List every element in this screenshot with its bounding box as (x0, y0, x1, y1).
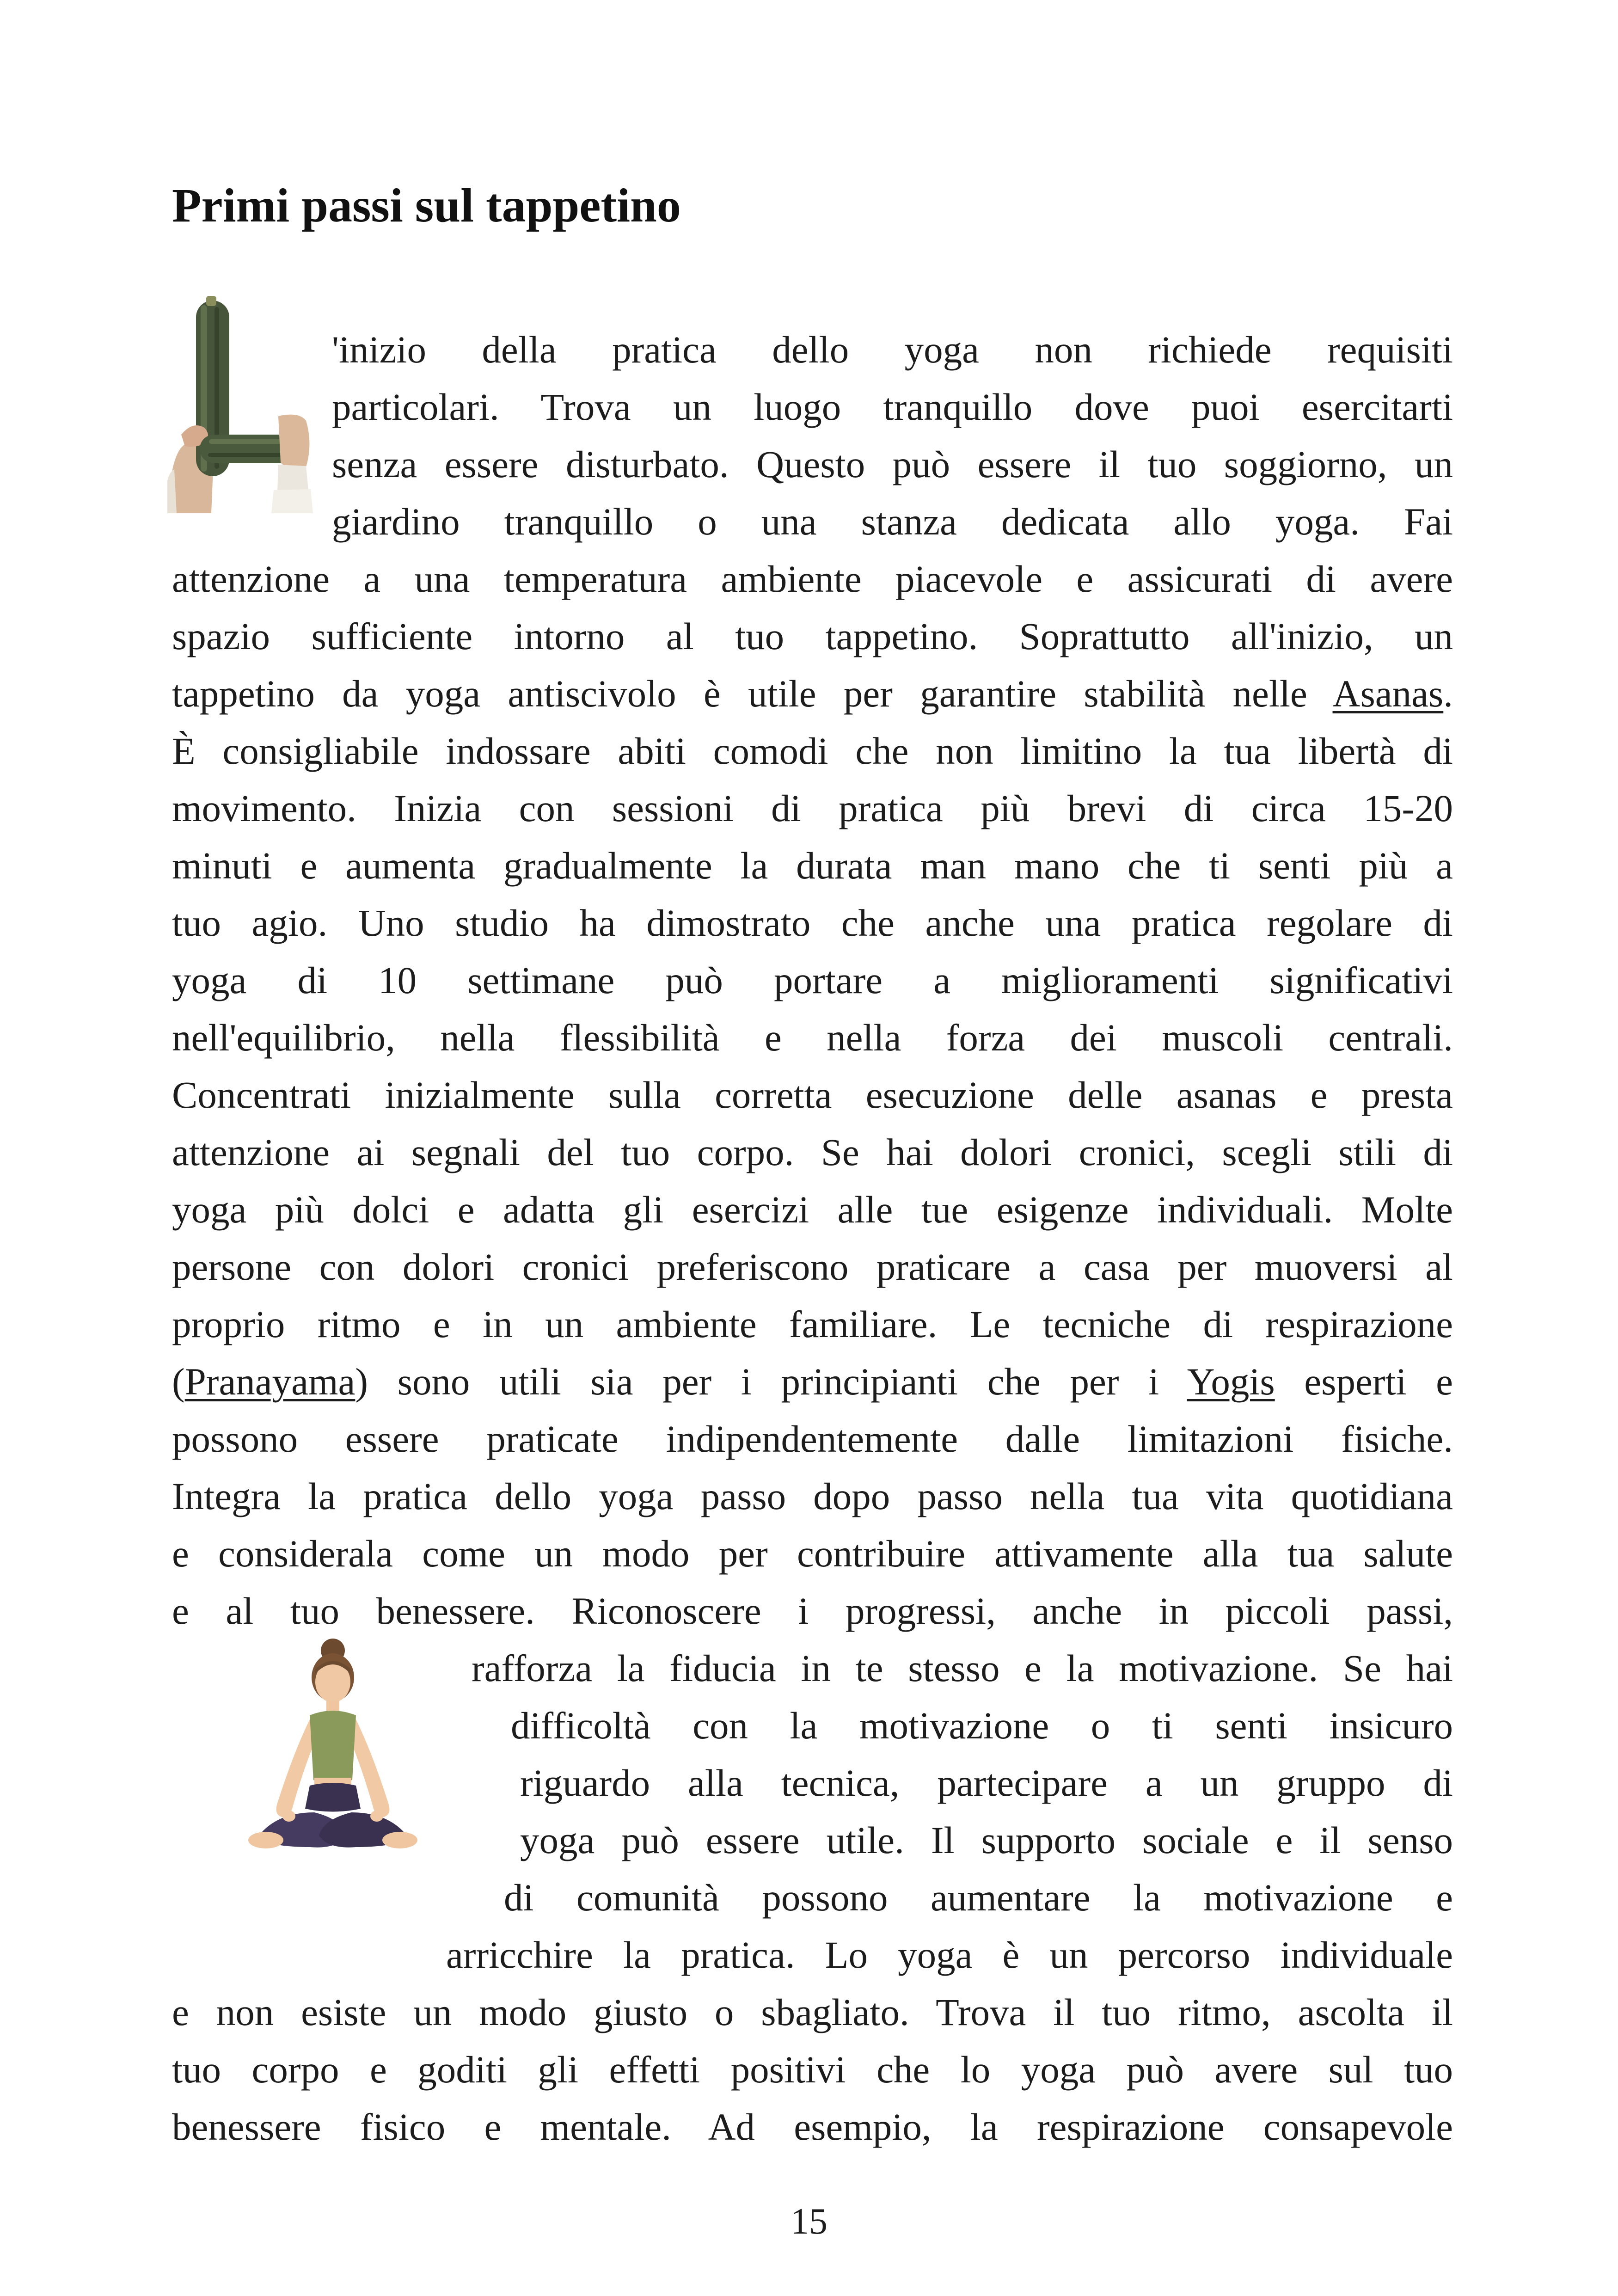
text-line: rafforza la fiducia in te stesso e la motivazione. Se hai (472, 1647, 1453, 1689)
text-line: giardino tranquillo o una stanza dedicata allo yoga. Fai (332, 500, 1453, 543)
text-line: tuo corpo e goditi gli effetti positivi che lo yoga può avere sul tuo (172, 2048, 1453, 2091)
glossary-term-link[interactable]: Asanas (1332, 672, 1444, 715)
text-line: benessere fisico e mentale. Ad esempio, la respirazione consapevole (172, 2106, 1453, 2148)
text-line: Integra la pratica dello yoga passo dopo passo nella tua vita quotidiana (172, 1475, 1453, 1517)
text-line: proprio ritmo e in un ambiente familiare. Le tecniche di respirazione (172, 1303, 1453, 1345)
text-line: persone con dolori cronici preferiscono praticare a casa per muoversi al (172, 1246, 1453, 1288)
text-line: attenzione a una temperatura ambiente piacevole e assicurati di avere (172, 558, 1453, 600)
text-line: È consigliabile indossare abiti comodi che non limitino la tua libertà di (172, 730, 1453, 772)
text-line: nell'equilibrio, nella flessibilità e nella forza dei muscoli centrali. (172, 1016, 1453, 1059)
glossary-term-link[interactable]: Yogis (1187, 1360, 1275, 1403)
text-line: e al tuo benessere. Riconoscere i progressi, anche in piccoli passi, (172, 1590, 1453, 1632)
text-line: attenzione ai segnali del tuo corpo. Se hai dolori cronici, scegli stili di (172, 1131, 1453, 1173)
text-line: Concentrati inizialmente sulla corretta esecuzione delle asanas e presta (172, 1074, 1453, 1116)
text-line: arricchire la pratica. Lo yoga è un percorso individuale (446, 1934, 1453, 1976)
text-line: di comunità possono aumentare la motivazione e (504, 1876, 1453, 1919)
glossary-term-link[interactable]: Pranayama (184, 1360, 355, 1403)
text-line: possono essere praticate indipendentemente dalle limitazioni fisiche. (172, 1418, 1453, 1460)
page-number: 15 (791, 2201, 827, 2242)
woman-meditating-lotus-icon (245, 1637, 421, 1868)
text-line: tuo agio. Uno studio ha dimostrato che anche una pratica regolare di (172, 902, 1453, 944)
text-line: spazio sufficiente intorno al tuo tappetino. Soprattutto all'inizio, un (172, 615, 1453, 657)
text-line: senza essere disturbato. Questo può essere il tuo soggiorno, un (332, 443, 1453, 485)
text-line: e non esiste un modo giusto o sbagliato. Trova il tuo ritmo, ascolta il (172, 1991, 1453, 2033)
text-line: particolari. Trova un luogo tranquillo dove puoi esercitarti (332, 386, 1453, 428)
text-line: yoga più dolci e adatta gli esercizi alle tue esigenze individuali. Molte (172, 1188, 1453, 1231)
text-line: tappetino da yoga antiscivolo è utile per garantire stabilità nelle Asanas. (172, 672, 1453, 715)
text-line: e considerala come un modo per contribuire attivamente alla tua salute (172, 1532, 1453, 1575)
text-line: minuti e aumenta gradualmente la durata man mano che ti senti più a (172, 844, 1453, 887)
text-line: yoga di 10 settimane può portare a miglioramenti significativi (172, 959, 1453, 1001)
page-title: Primi passi sul tappetino (172, 179, 681, 232)
text-line: yoga può essere utile. Il supporto sociale e il senso (520, 1819, 1453, 1861)
text-line: difficoltà con la motivazione o ti senti insicuro (511, 1704, 1453, 1747)
text-line: 'inizio della pratica dello yoga non richiede requisiti (332, 328, 1453, 371)
text-line: movimento. Inizia con sessioni di pratica più brevi di circa 15-20 (172, 787, 1453, 829)
text-line: (Pranayama) sono utili sia per i principianti che per i Yogis esperti e (172, 1360, 1453, 1403)
text-line: riguardo alla tecnica, partecipare a un gruppo di (520, 1762, 1453, 1804)
zucchini-letter-l-icon (167, 296, 315, 513)
